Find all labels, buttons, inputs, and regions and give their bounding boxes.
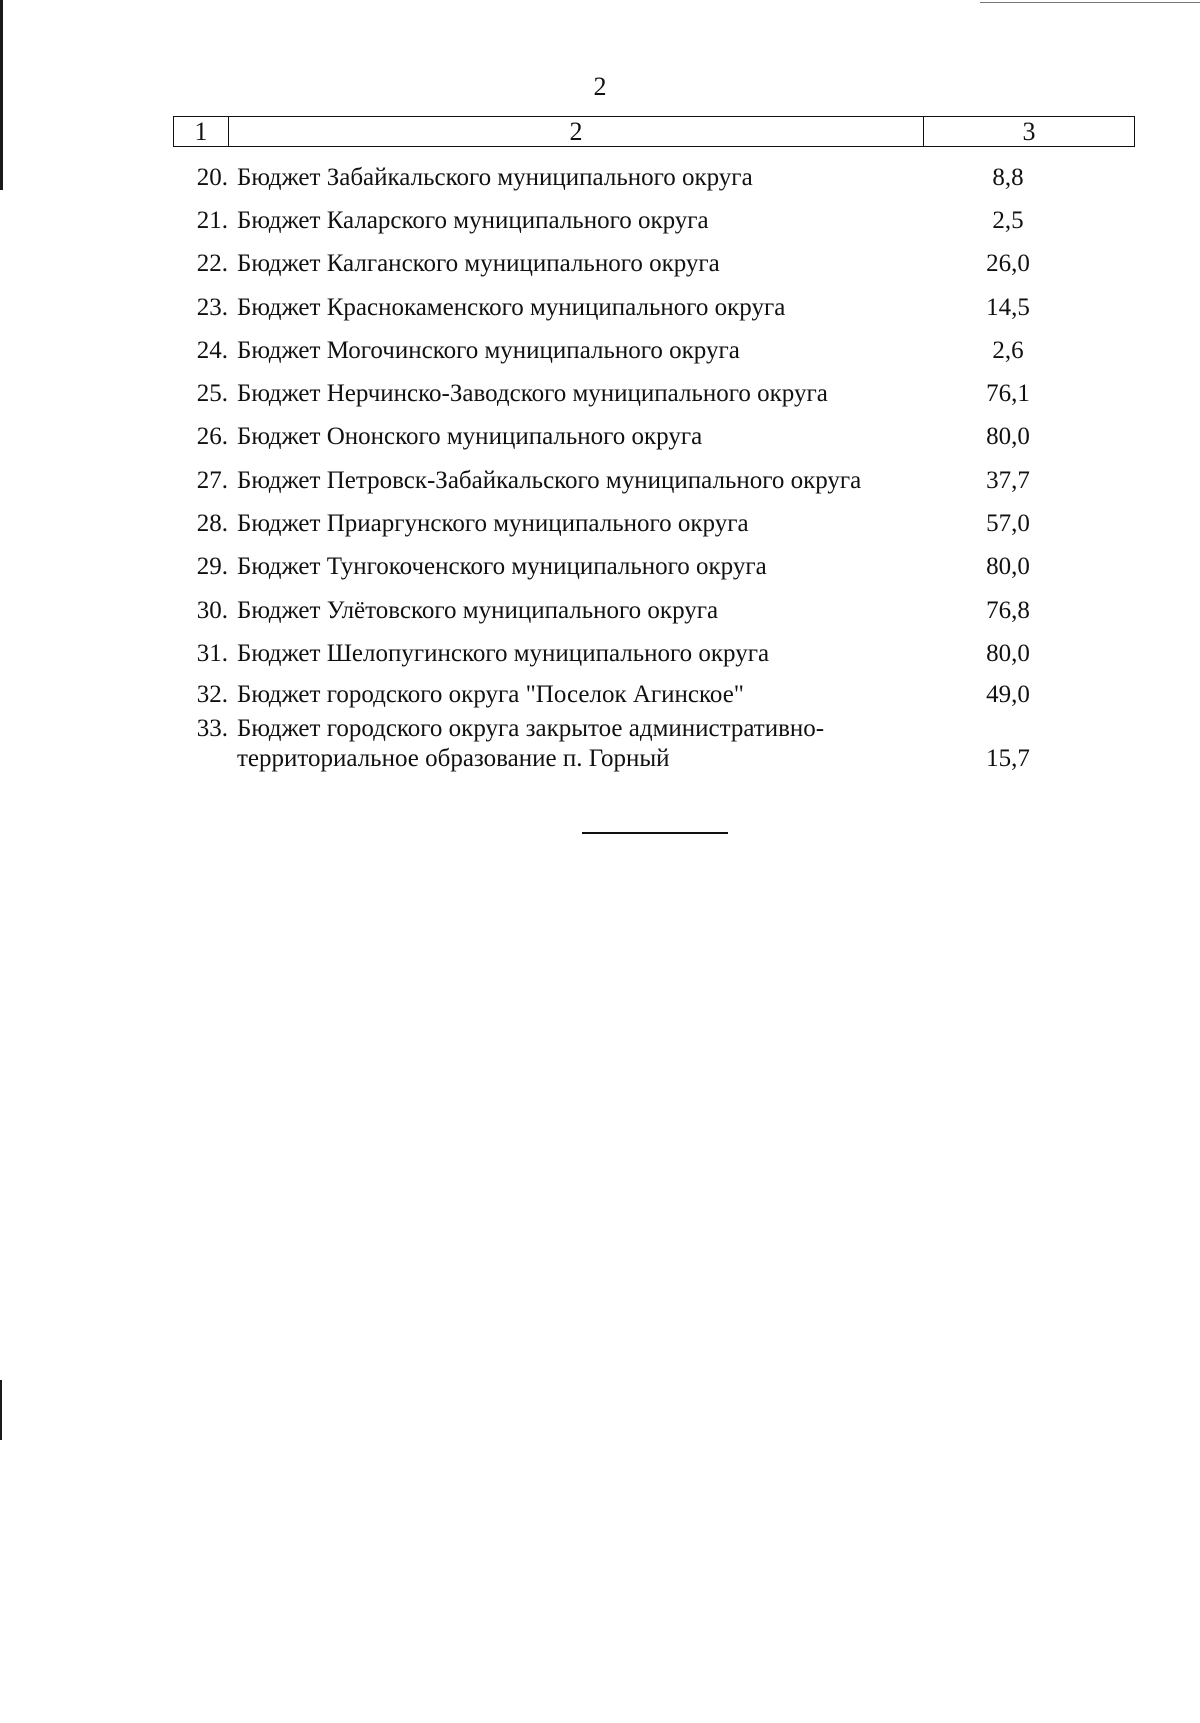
- row-value: 14,5: [986, 293, 1030, 321]
- table-row: [173, 676, 1135, 714]
- row-number: 30.: [196, 596, 228, 624]
- row-number: 29.: [196, 553, 228, 581]
- table-row: [173, 286, 1135, 329]
- end-of-table-rule: [582, 832, 728, 834]
- table-row: [173, 589, 1135, 632]
- table-row: [173, 329, 1135, 372]
- table-row: [173, 714, 1135, 774]
- row-name: Бюджет Каларского муниципального округа: [237, 206, 709, 234]
- row-name: Бюджет Ононского муниципального округа: [237, 423, 703, 451]
- row-name: Бюджет Нерчинско-Заводского муниципального округа: [237, 380, 828, 408]
- page-number: 2: [593, 72, 607, 101]
- row-value: 57,0: [986, 510, 1030, 538]
- scan-edge-mark: [980, 2, 1200, 3]
- row-number: 32.: [196, 680, 228, 708]
- table-row: [173, 546, 1135, 589]
- row-value: 15,7: [986, 744, 1030, 772]
- table-row: [173, 416, 1135, 459]
- table-row: [173, 372, 1135, 415]
- row-name: Бюджет Могочинского муниципального округа: [237, 336, 740, 364]
- row-name: Бюджет Улётовского муниципального округа: [237, 596, 719, 624]
- row-name-line: Бюджет городского округа закрытое административно-: [237, 714, 825, 742]
- row-number: 25.: [196, 380, 228, 408]
- table-header: [173, 116, 1135, 147]
- row-name: Бюджет Шелопугинского муниципального округа: [237, 639, 770, 667]
- row-name: [228, 714, 923, 774]
- row-value: 76,8: [986, 596, 1030, 624]
- row-value: 2,6: [992, 336, 1024, 364]
- row-number: 23.: [196, 293, 228, 321]
- row-value: 80,0: [986, 423, 1030, 451]
- table-body: [173, 156, 1135, 774]
- header-col-1: 1: [174, 117, 229, 146]
- row-name: Бюджет Забайкальского муниципального округа: [237, 163, 753, 191]
- row-value: 2,5: [992, 206, 1024, 234]
- table-row: [173, 459, 1135, 502]
- row-number: 33.: [196, 714, 228, 742]
- table-row: [173, 502, 1135, 545]
- row-name: Бюджет Краснокаменского муниципального округа: [237, 293, 786, 321]
- row-number: 27.: [196, 466, 228, 494]
- row-name: Бюджет Приаргунского муниципального округа: [237, 510, 749, 538]
- row-value: 80,0: [986, 639, 1030, 667]
- row-number: 28.: [196, 510, 228, 538]
- scan-edge-mark: [0, 1380, 2, 1440]
- table-row: [173, 199, 1135, 242]
- row-name: Бюджет Петровск-Забайкальского муниципального округа: [237, 466, 862, 494]
- row-value: 37,7: [986, 466, 1030, 494]
- table-row: [173, 632, 1135, 675]
- row-value: 49,0: [986, 680, 1030, 708]
- header-col-2: 2: [229, 117, 924, 146]
- row-number: 21.: [196, 206, 228, 234]
- row-number: 31.: [196, 639, 228, 667]
- row-number: 20.: [196, 163, 228, 191]
- row-name: Бюджет Калганского муниципального округа: [237, 250, 720, 278]
- row-number: 24.: [196, 336, 228, 364]
- row-number: 22.: [196, 250, 228, 278]
- table-row: [173, 156, 1135, 199]
- row-name: Бюджет городского округа "Поселок Агинское": [237, 680, 744, 708]
- row-value: 26,0: [986, 250, 1030, 278]
- row-name: Бюджет Тунгокоченского муниципального округа: [237, 553, 767, 581]
- row-value: 80,0: [986, 553, 1030, 581]
- row-value: 76,1: [986, 380, 1030, 408]
- table-row: [173, 243, 1135, 286]
- row-value: 8,8: [992, 163, 1024, 191]
- row-name-line: территориальное образование п. Горный: [237, 744, 670, 772]
- row-number: 26.: [196, 423, 228, 451]
- header-col-3: 3: [1022, 117, 1036, 146]
